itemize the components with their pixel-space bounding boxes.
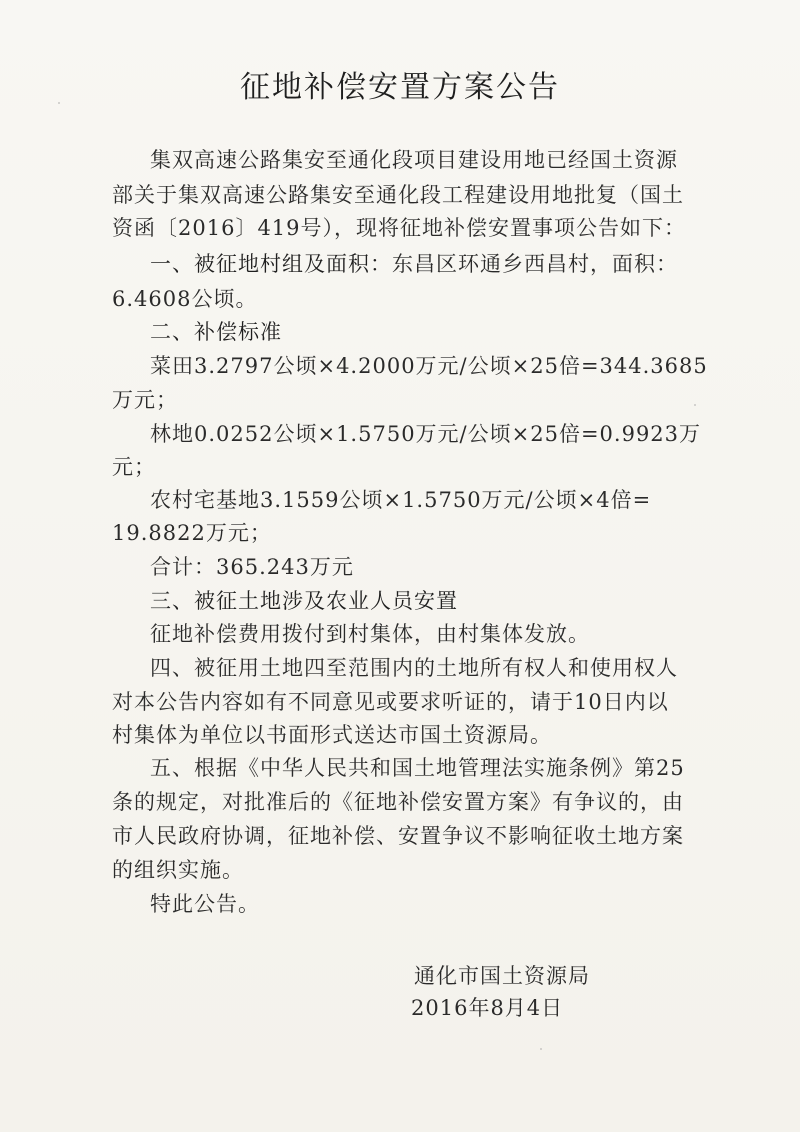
section4-line-1: 四、被征用土地四至范围内的土地所有权人和使用权人	[150, 656, 678, 680]
compensation-item-2-line-1: 林地0.0252公顷×1.5750万元/公顷×25倍=0.9923万	[150, 422, 702, 446]
section5-line-2: 条的规定，对批准后的《征地补偿安置方案》有争议的，由	[112, 790, 684, 814]
compensation-item-3-line-1: 农村宅基地3.1559公顷×1.5750万元/公顷×4倍=	[150, 488, 652, 512]
section1-line-1	[150, 248, 678, 278]
section1-text: 东昌区环通乡西昌村，面积：	[392, 252, 678, 276]
closing-text: 特此公告。	[150, 892, 260, 916]
compensation-total: 合计：365.243万元	[150, 555, 354, 579]
section4-line-2: 对本公告内容如有不同意见或要求听证的，请于10日内以	[112, 690, 669, 714]
compensation-item-1-line-1: 菜田3.2797公顷×4.2000万元/公顷×25倍=344.3685	[150, 354, 708, 378]
section5-line-4: 的组织实施。	[112, 858, 244, 882]
section5-line-1: 五、根据《中华人民共和国土地管理法实施条例》第25	[150, 756, 685, 780]
scan-speck	[694, 404, 696, 406]
intro-line-2: 部关于集双高速公路集安至通化段工程建设用地批复（国土	[112, 183, 684, 207]
section3-text: 征地补偿费用拨付到村集体，由村集体发放。	[150, 622, 590, 646]
section1-heading: 一、被征地村组及面积：	[150, 252, 392, 276]
document-title: 征地补偿安置方案公告	[240, 70, 560, 105]
section4-line-3: 村集体为单位以书面形式送达市国土资源局。	[112, 723, 552, 747]
section5-line-3: 市人民政府协调，征地补偿、安置争议不影响征收土地方案	[112, 824, 684, 848]
section1-line-2: 6.4608公顷。	[112, 287, 258, 311]
signature-date: 2016年8月4日	[411, 996, 564, 1020]
compensation-item-1-line-2: 万元；	[112, 388, 178, 412]
compensation-item-2-line-2: 元；	[112, 455, 156, 479]
scan-speck	[540, 1048, 542, 1050]
section2-heading: 二、补偿标准	[150, 320, 282, 344]
signature-org: 通化市国土资源局	[414, 964, 590, 988]
scan-speck	[58, 102, 60, 104]
intro-line-3: 资函〔2016〕419号），现将征地补偿安置事项公告如下：	[112, 216, 687, 240]
compensation-item-3-line-2: 19.8822万元；	[112, 521, 272, 545]
section3-heading: 三、被征土地涉及农业人员安置	[150, 589, 458, 613]
intro-line-1: 集双高速公路集安至通化段项目建设用地已经国土资源	[150, 148, 678, 172]
